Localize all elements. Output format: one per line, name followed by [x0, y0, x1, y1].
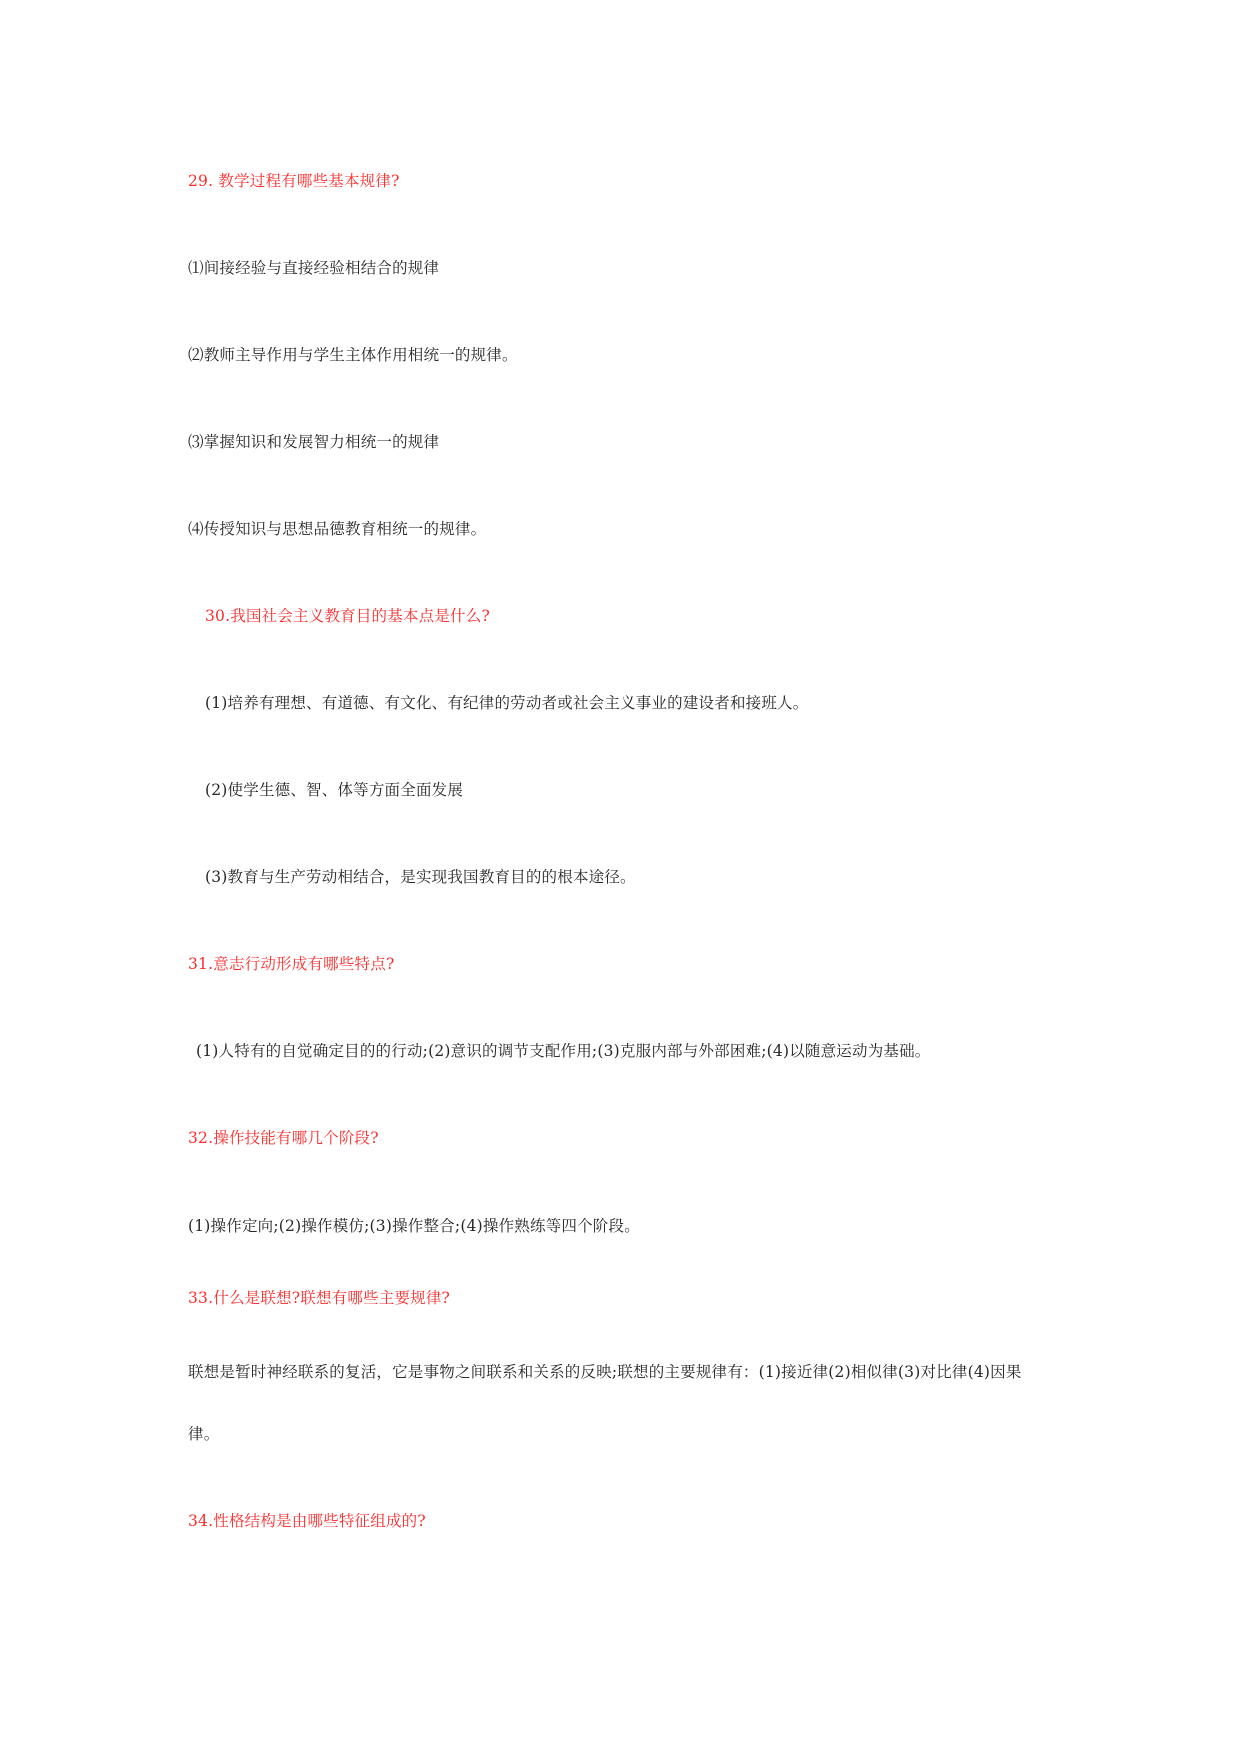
- question-29: 29. 教学过程有哪些基本规律?: [188, 172, 400, 190]
- answer-33-2: 律。: [188, 1425, 220, 1443]
- answer-29-3: ⑶掌握知识和发展智力相统一的规律: [188, 433, 440, 451]
- question-31: 31.意志行动形成有哪些特点?: [188, 955, 395, 973]
- answer-32-1: (1)操作定向;(2)操作模仿;(3)操作整合;(4)操作熟练等四个阶段。: [188, 1217, 640, 1235]
- answer-29-1: ⑴间接经验与直接经验相结合的规律: [188, 259, 440, 277]
- answer-31-1: (1)人特有的自觉确定目的的行动;(2)意识的调节支配作用;(3)克服内部与外部困难;(4)以随意运动为基础。: [196, 1042, 931, 1060]
- answer-29-2: ⑵教师主导作用与学生主体作用相统一的规律。: [188, 346, 518, 364]
- answer-30-3: (3)教育与生产劳动相结合，是实现我国教育目的的根本途径。: [205, 868, 636, 886]
- question-32: 32.操作技能有哪几个阶段?: [188, 1129, 379, 1147]
- answer-30-1: (1)培养有理想、有道德、有文化、有纪律的劳动者或社会主义事业的建设者和接班人。: [205, 694, 809, 712]
- question-33: 33.什么是联想?联想有哪些主要规律?: [188, 1289, 451, 1307]
- answer-30-2: (2)使学生德、智、体等方面全面发展: [205, 781, 464, 799]
- question-30: 30.我国社会主义教育目的基本点是什么?: [205, 607, 490, 625]
- question-34: 34.性格结构是由哪些特征组成的?: [188, 1512, 426, 1530]
- answer-29-4: ⑷传授知识与思想品德教育相统一的规律。: [188, 520, 487, 538]
- answer-33-1: 联想是暂时神经联系的复活，它是事物之间联系和关系的反映;联想的主要规律有：(1)接近律(2)相似律(3)对比律(4)因果: [188, 1363, 1022, 1381]
